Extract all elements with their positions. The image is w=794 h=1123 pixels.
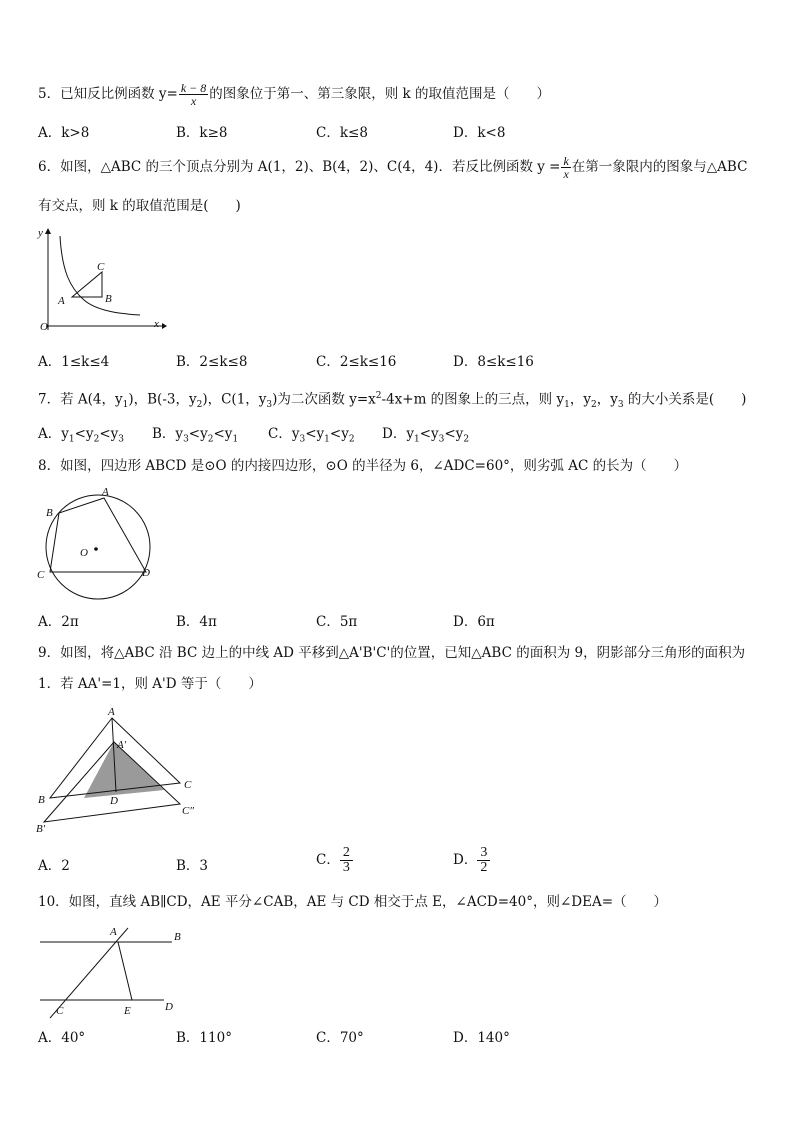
q7-text-f: ，y [569, 391, 591, 408]
q7-text-a: 7．若 A(4，y [38, 391, 123, 408]
q7-sub: 1 [122, 400, 129, 411]
opt-sub: 1 [68, 434, 75, 445]
q8-option-a[interactable]: A．2π [38, 614, 79, 630]
q8-label-a: A [102, 486, 109, 498]
q10-label-d: D [165, 1001, 173, 1013]
q6-option-c[interactable]: C．2≤k≤16 [316, 354, 397, 370]
q7-sub: 1 [564, 400, 570, 411]
opt-text: <y [329, 426, 349, 442]
q5-option-c[interactable]: C．k≤8 [316, 125, 368, 141]
q5-fraction [179, 82, 208, 107]
q7-text-d: )为二次函数 y=x [272, 391, 376, 408]
q6-figure [34, 226, 168, 336]
q6-frac-numerator: k [563, 154, 569, 168]
q5-prefix: 5．已知反比例函数 y= [38, 86, 178, 102]
q8-label-o: O [80, 547, 88, 559]
q8-option-d[interactable]: D．6π [453, 614, 495, 630]
q6-label-c: C [97, 261, 105, 273]
q5-frac-denominator: x [190, 94, 197, 108]
opt-sub: 2 [93, 434, 100, 445]
q8-center-point [94, 547, 98, 551]
q9-label-cp: C″ [182, 805, 194, 817]
q9-label-a: A [108, 706, 115, 718]
q5-option-b[interactable]: B．k≥8 [176, 125, 228, 141]
q6-label-b: B [105, 293, 112, 305]
q8-label-b: B [46, 507, 53, 519]
q9-label-c: C [184, 779, 192, 791]
opt-text: <y [74, 426, 94, 442]
question-7 [38, 392, 746, 410]
q6-suffix: 在第一象限内的图象与△ABC [571, 159, 748, 175]
q6-label-y: y [38, 227, 43, 239]
opt-sub: 3 [183, 434, 189, 445]
opt-sub: 2 [348, 434, 355, 445]
q7-sub: 3 [617, 400, 624, 411]
q6-frac-denominator: x [563, 167, 569, 181]
q7-sub: 2 [196, 400, 203, 411]
question-9-line2: 1．若 AA'=1，则 A'D 等于（ ） [38, 676, 262, 692]
opt-sub: 3 [299, 434, 306, 445]
q9-label-d: D [110, 795, 118, 807]
q6-hyperbola [60, 236, 140, 315]
q6-x-arrow [162, 323, 167, 329]
q8-label-c: C [37, 569, 45, 581]
opt-sub: 1 [232, 434, 239, 445]
q10-label-c: C [56, 1005, 64, 1017]
q10-figure [36, 924, 186, 1024]
opt-text: <y [188, 426, 208, 442]
q10-line-ae [118, 942, 132, 1000]
question-6 [38, 155, 747, 180]
q7-sub: 3 [266, 400, 273, 411]
question-5 [38, 82, 550, 107]
opt-sub: 2 [463, 434, 470, 445]
q9-option-a[interactable]: A．2 [38, 858, 70, 874]
q9-label-b: B [38, 794, 45, 806]
opt-text: <y [213, 426, 233, 442]
opt-text: <y [99, 426, 119, 442]
q7-sup: 2 [375, 391, 382, 401]
q10-option-c[interactable]: C．70° [316, 1030, 364, 1046]
q7-option-c[interactable] [268, 428, 355, 445]
q6-line2: 有交点，则 k 的取值范围是( ) [38, 198, 241, 214]
q7-option-d[interactable] [382, 428, 469, 445]
question-10: 10．如图，直线 AB∥CD，AE 平分∠CAB，AE 与 CD 相交于点 E，∠ACD=40°，则∠DEA=（ ） [38, 894, 668, 910]
q8-quadrilateral [50, 498, 146, 572]
q8-option-b[interactable]: B．4π [176, 614, 217, 630]
q5-suffix: 的图象位于第一、第三象限，则 k 的取值范围是（ ） [209, 86, 551, 102]
q7-text-e: -4x+m 的图象上的三点，则 y [381, 391, 565, 408]
q9-label-ap: A′ [117, 739, 127, 751]
q9-figure [34, 704, 204, 840]
q9-option-c[interactable] [316, 846, 353, 875]
q5-option-a[interactable]: A．k>8 [38, 125, 90, 141]
q8-circle [46, 495, 150, 599]
q10-option-a[interactable]: A．40° [38, 1030, 86, 1046]
q6-option-a[interactable]: A．1≤k≤4 [38, 354, 110, 370]
q6-label-o: O [40, 321, 48, 333]
opt-text: D．y [382, 426, 414, 442]
q6-fraction [561, 155, 570, 180]
frac-denominator: 3 [342, 860, 350, 875]
q7-text-c: )，C(1，y [202, 391, 267, 408]
q8-figure [34, 486, 162, 606]
q6-option-d[interactable]: D．8≤k≤16 [453, 354, 534, 370]
q10-label-e: E [124, 1005, 131, 1017]
q6-triangle-abc [72, 272, 102, 297]
q9-option-b[interactable]: B．3 [176, 858, 209, 874]
q6-label-a: A [58, 295, 65, 307]
opt-sub: 1 [413, 434, 420, 445]
q5-frac-numerator: k − 8 [180, 81, 207, 95]
frac-numerator: 3 [477, 846, 490, 861]
opt-sub: 1 [324, 434, 330, 445]
q9-option-d[interactable] [453, 846, 490, 875]
q8-option-c[interactable]: C．5π [316, 614, 358, 630]
opt-text: <y [305, 426, 325, 442]
opt-text: A．y [38, 426, 69, 442]
question-8: 8．如图，四边形 ABCD 是⊙O 的内接四边形，⊙O 的半径为 6，∠ADC=60°，则劣弧 AC 的长为（ ） [38, 458, 688, 474]
frac-denominator: 2 [480, 860, 488, 875]
q7-sub: 2 [590, 400, 597, 411]
q7-text-g: ，y [596, 391, 618, 408]
q6-option-b[interactable]: B．2≤k≤8 [176, 354, 248, 370]
q9-option-c-label: C． [316, 851, 340, 868]
q7-text-h: 的大小关系是( ) [623, 391, 747, 408]
q10-label-b: B [174, 931, 181, 943]
opt-sub: 3 [438, 434, 445, 445]
q10-option-b[interactable]: B．110° [176, 1030, 232, 1046]
opt-text: B．y [152, 426, 184, 442]
q9-option-d-fraction [477, 846, 490, 875]
question-9-line1: 9．如图，将△ABC 沿 BC 边上的中线 AD 平移到△A'B'C'的位置，已知△ABC 的面积为 9，阴影部分三角形的面积为 [38, 645, 746, 661]
q9-label-bp: B′ [36, 823, 46, 835]
q9-option-c-fraction [340, 846, 353, 875]
opt-text: <y [419, 426, 439, 442]
q6-label-x: x [154, 318, 159, 330]
q10-option-d[interactable]: D．140° [453, 1030, 510, 1046]
q5-option-d[interactable]: D．k<8 [453, 125, 506, 141]
opt-text: C．y [268, 426, 300, 442]
q6-prefix: 6．如图，△ABC 的三个顶点分别为 A(1，2)、B(4，2)、C(4，4)．若反比例函数 y = [38, 159, 561, 175]
q8-label-d: D [142, 567, 150, 579]
q7-option-a[interactable] [38, 428, 124, 445]
q7-option-b[interactable] [152, 428, 238, 445]
q6-y-arrow [45, 228, 51, 234]
q10-label-a: A [110, 926, 117, 938]
opt-text: <y [444, 426, 464, 442]
q9-option-d-label: D． [453, 851, 478, 868]
frac-numerator: 2 [340, 846, 353, 861]
q7-text-b: )，B(-3，y [128, 391, 197, 408]
opt-sub: 3 [118, 434, 124, 445]
opt-sub: 2 [207, 434, 214, 445]
